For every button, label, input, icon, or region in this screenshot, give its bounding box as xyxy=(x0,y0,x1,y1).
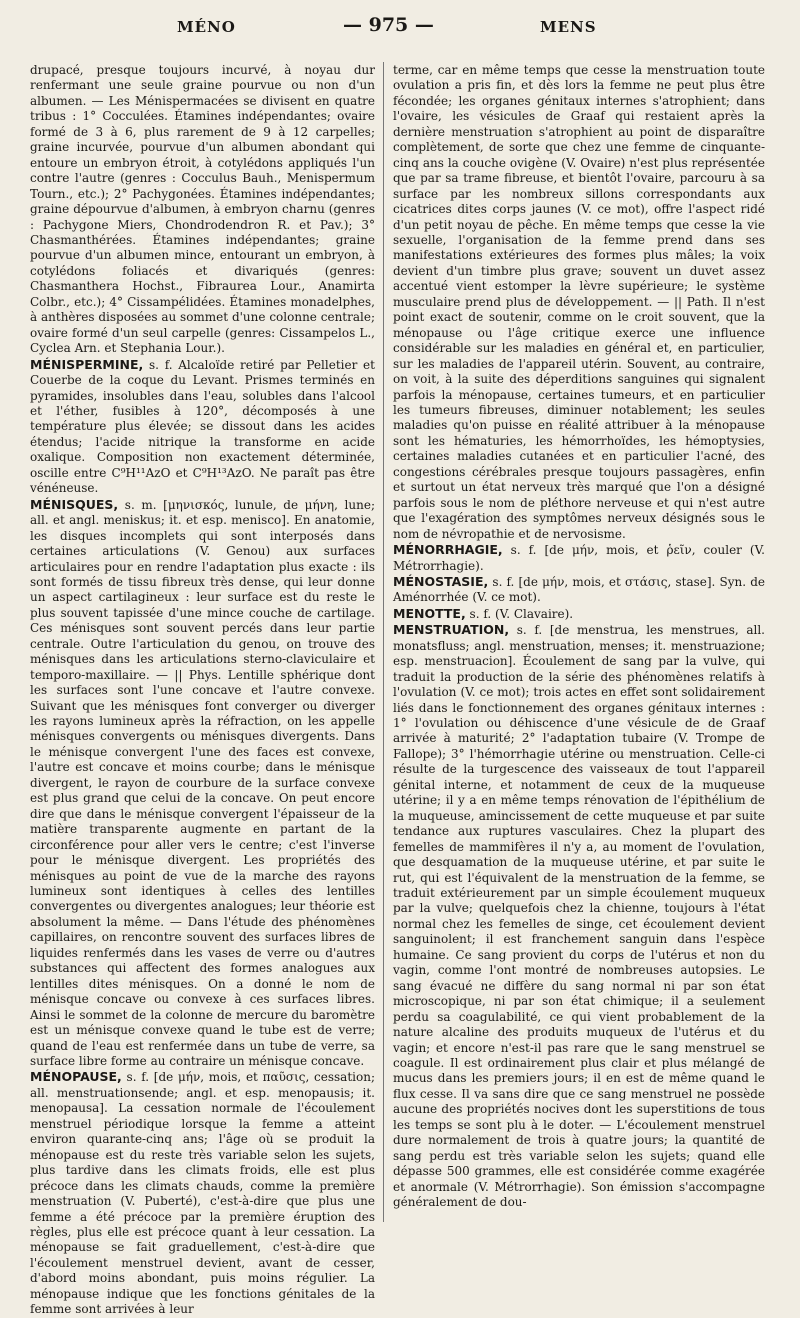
entry-text: drupacé, presque toujours incurvé, à noyau dur renfermant une seule graine pourvue ou non d'un albumen. — Les Ménispermacées se divisent en quatre tribus : 1° Cocculées. Étamines indépendantes; ovaire formé de 3 à 6, plus rarement de 9 à 12 carpelles; graine incurvée, pourvue d'un albumen abondant qui entoure un embryon étroit, à cotylédons appliqués l'un contre l'autre (genres : Cocculus Bauh., Menispermum Tourn., etc.); 2° Pachygonées. Étamines indépendantes; graine dépourvue d'albumen, à embryon charnu (genres : Pachygone Miers, Chondrodendron R. et Pav.); 3° Chasmanthérées. Étamines indépendantes; graine pourvue d'un albumen mince, entourant un embryon, à cotylédons foliacés et divariqués (genres: Chasmanthera Hochst., Fibraurea Lour., Anamirta Colbr., etc.); 4° Cissampélidées. Étamines monadelphes, à anthères disposées au sommet d'une colonne centrale; ovaire formé d'un seul carpelle (genres: Cissampelos L., Cyclea Arn. et Stephania Lour.). xyxy=(30,63,375,356)
headword: MÉNISPERMINE, xyxy=(30,356,144,372)
column-divider xyxy=(383,62,384,1222)
entry-text: s. f. [de μήν, mois, et στάσις, stase]. Syn. de Aménorrhée (V. ce mot). xyxy=(393,574,765,605)
page-number: — 975 — xyxy=(343,14,434,36)
entry-menorrhagie xyxy=(393,542,765,574)
headword: MENOTTE, xyxy=(393,605,466,621)
entry-text: terme, car en même temps que cesse la menstruation toute ovulation a pris fin, et dès lors la femme ne peut plus être fécondée; les organes génitaux internes s'atrophient; dans l'ovaire, les vésicules de Graaf qui restaient après la dernière menstruation s'atrophient au point de disparaître complètement, de sorte que chez une femme de cinquante-cinq ans la couche ovigène (V. Ovaire) n'est plus représentée que par sa trame fibreuse, et bientôt l'ovaire, parcouru à sa surface par les nombreux sillons correspondants aux cicatrices dites corps jaunes (V. ce mot), offre l'aspect ridé d'un petit noyau de pêche. En même temps que cesse la vie sexuelle, l'organisation de la femme prend dans ses manifestations extérieures des formes plus mâles; la voix devient d'un timbre plus grave; souvent un duvet assez accentué vient estomper la lèvre supérieure; le système musculaire prend plus de développement. — || Path. Il n'est point exact de soutenir, comme on le croit souvent, que la ménopause ou l'âge critique exerce une influence considérable sur les maladies en général et, en particulier, sur les maladies de l'appareil utérin. Souvent, au contraire, on voit, à la suite des déperditions sanguines qui signalent parfois la ménopause, certaines tumeurs, et en particulier les tumeurs fibreuses, diminuer notablement; les seules maladies qu'on puisse en réalité attribuer à la ménopause sont les hématuries, les hémorrhoïdes, les hémoptysies, certaines maladies cutanées et en particulier l'acné, des congestions cérébrales presque toujours passagères, enfin et surtout un état nerveux très marqué que l'on a désigné parfois sous le nom de pléthore nerveuse et qui n'est autre que l'exagération des symptômes nerveux désignés sous le nom de névropathie et de nervosisme. xyxy=(393,63,765,541)
entry-menstruation xyxy=(393,622,765,1210)
headword: MENSTRUATION, xyxy=(393,622,510,638)
entry-text: s. f. (V. Clavaire). xyxy=(469,606,574,621)
entry-text: s. f. [de μήν, mois, et ῥεῖν, couler (V. Métrorrhagie). xyxy=(393,543,765,573)
entry-menispermacees-cont xyxy=(30,62,375,357)
right-column xyxy=(393,62,765,1242)
entry-text: s. m. [μηνισκός, lunule, de μήνη, lune; all. et angl. meniskus; it. et esp. menisco]. En anatomie, les disques incomplets qui sont interposés dans certaines articulations (V. Genou) aux surfaces articulaires pour en rendre l'adaptation plus exacte : ils sont formés de tissu fibreux très dense, qui leur donne un aspect cartilagineux : leur surface est du reste le plus souvent tapissée d'une mince couche de cartilage. Ces ménisques sont souvent percés dans leur partie centrale. Outre l'articulation du genou, on trouve des ménisques dans les articulations sterno-claviculaire et temporo-maxillaire. — || Phys. Lentille sphérique dont les surfaces sont l'une concave et l'autre convexe. Suivant que les ménisques font converger ou diverger les rayons lumineux après la réfraction, on les appelle ménisques convergents ou ménisques divergents. Dans le ménisque convergent l'une des faces est convexe, l'autre est concave et moins courbe; dans le ménisque divergent, le rayon de courbure de la surface convexe est plus grand que celui de la concave. On peut encore dire que dans le ménisque convergent l'épaisseur de la matière transparente augmente en partant de la circonférence pour aller vers le centre; c'est l'inverse pour le ménisque divergent. Les propriétés des ménisques au point de vue de la marche des rayons lumineux sont identiques à celles des lentilles convergentes ou divergentes analogues; leur théorie est absolument la même. — Dans l'étude des phénomènes capillaires, on rencontre souvent des surfaces libres de liquides renfermés dans les vases de verre ou d'autres substances qui affectent des formes analogues aux lentilles dites ménisques. On a donné le nom de ménisque concave ou convexe à ces surfaces libres. Ainsi le sommet de la colonne de mercure du baromètre est un ménisque convexe quand le tube est de verre; quand de l'eau est renfermée dans un tube de verre, sa surface libre forme au contraire un ménisque concave. xyxy=(30,497,375,1068)
headword: MÉNOPAUSE, xyxy=(30,1069,122,1085)
entry-text: s. f. [de menstrua, les menstrues, all. monatsfluss; angl. menstruation, menses; it. menstruazione; esp. menstruacion]. Écoulement de sang par la vulve, qui traduit la production de la série des phénomènes relatifs à l'ovulation (V. ce mot); trois actes en effet sont solidairement liés dans le fonctionnement des organes génitaux internes : 1° l'ovulation ou déhiscence d'une vésicule de de Graaf arrivée à maturité; 2° l'adaptation tubaire (V. Trompe de Fallope); 3° l'hémorrhagie utérine ou menstruation. Celle-ci résulte de la turgescence des vaisseaux de tout l'appareil génital interne, et notamment de ceux de la muqueuse utérine; il y a en même temps rénovation de l'épithélium de la muqueuse, amincissement de cette muqueuse et par suite tendance aux ruptures vasculaires. Chez la plupart des femelles de mammifères il n'y a, au moment de l'ovulation, que desquamation de la muqueuse utérine, et par suite le rut, qui est l'équivalent de la menstruation de la femme, se traduit extérieurement par un simple écoulement muqueux par la vulve; quelquefois chez la chienne, toujours à l'état normal chez les femelles de singe, cet écoulement devient sanguinolent; il est franchement sanguin dans l'espèce humaine. Ce sang provient du corps de l'utérus et non du vagin, comme l'ont montré de nombreuses autopsies. Le sang évacué ne diffère du sang normal ni par son état microscopique, ni par son état chimique; il a seulement perdu sa coagulabilité, ce qui vient probablement de la nature alcaline des produits muqueux de l'utérus et du vagin; et encore n'est-il pas rare que le sang menstruel se coagule. Il est ordinairement plus clair et plus mélangé de mucus dans les premiers jours; il en est de même quand le flux cesse. Il va sans dire que ce sang menstruel ne possède aucune des propriétés nocives dont les superstitions de tous les temps se sont plu à le doter. — L'écoulement menstruel dure normalement de trois à quatre jours; la quantité de sang perdu est très variable selon les sujets; quand elle dépasse 500 grammes, elle est considérée comme exagérée et anormale (V. Métrorrhagie). Son émission s'accompagne généralement de dou- xyxy=(393,623,765,1210)
running-head-right: MENS xyxy=(540,18,597,36)
headword: MÉNISQUES, xyxy=(30,496,119,512)
entry-menopause-cont xyxy=(393,62,765,542)
headword: MÉNORRHAGIE, xyxy=(393,542,503,558)
entry-menispermine xyxy=(30,357,375,497)
entry-text: s. f. Alcaloïde retiré par Pelletier et Couerbe de la coque du Levant. Prismes terminés en pyramides, insolubles dans l'eau, solubles dans l'alcool et l'éther, fusibles à 120°, décomposés à une température plus élevée; se dissout dans les acides étendus; l'acide nitrique la transforme en acide oxalique. Composition non exactement déterminée, oscille entre C⁹H¹¹AzO et C⁹H¹³AzO. Ne paraît pas être vénéneuse. xyxy=(30,357,375,496)
running-head-left: MÉNO xyxy=(177,18,236,36)
entry-menotte xyxy=(393,606,765,622)
entry-text: s. f. [de μήν, mois, et παῦσις, cessation; all. menstruationsende; angl. et esp. menopausis; it. menopausa]. La cessation normale de l'écoulement menstruel périodique lorsque la femme a atteint environ quarante-cinq ans; l'âge où se produit la ménopause est du reste très variable selon les sujets, plus tardive dans les climats froids, elle est plus précoce dans les climats chauds, comme la première menstruation (V. Puberté), c'est-à-dire que plus une femme a été précoce par la première éruption des règles, plus elle est précoce quant à leur cessation. La ménopause se fait graduellement, c'est-à-dire que l'écoulement menstruel devient, avant de cesser, d'abord moins abondant, puis moins régulier. La ménopause indique que les fonctions génitales de la femme sont arrivées à leur xyxy=(30,1070,375,1317)
left-column xyxy=(30,62,375,1317)
headword: MÉNOSTASIE, xyxy=(393,573,489,589)
entry-menopause xyxy=(30,1069,375,1317)
entry-menisques xyxy=(30,497,375,1070)
entry-menostasie xyxy=(393,574,765,606)
